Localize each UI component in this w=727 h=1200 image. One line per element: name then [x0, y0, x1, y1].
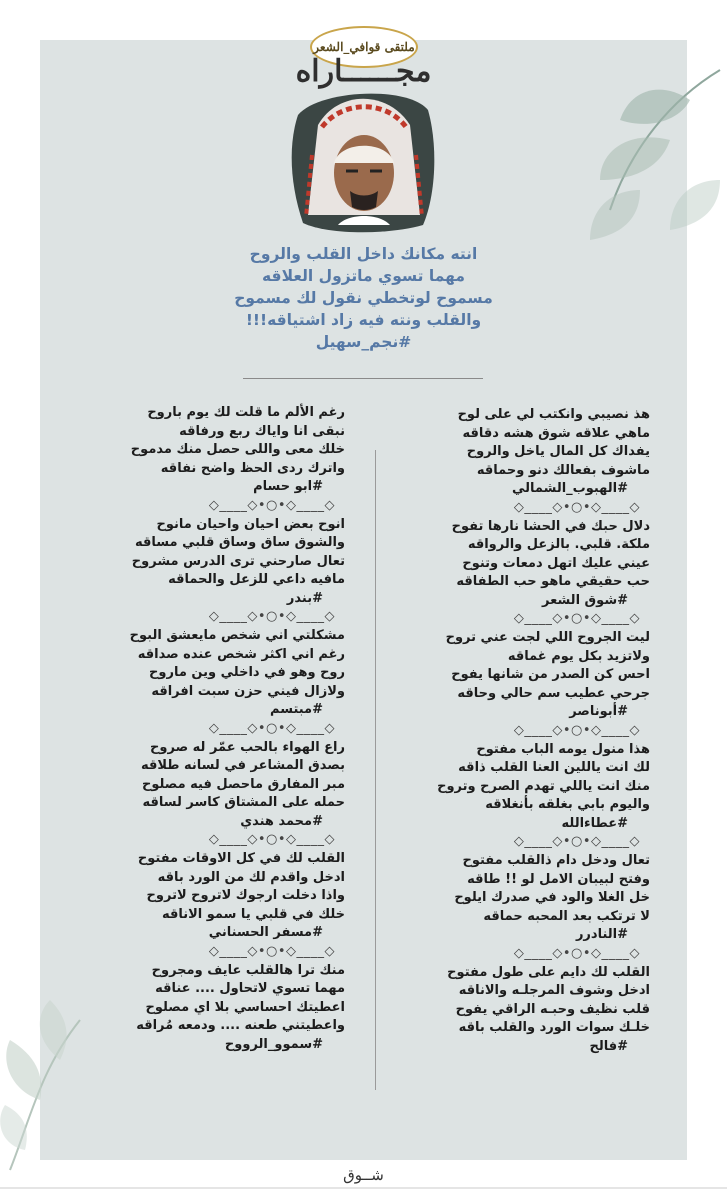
ornament-divider: ◇____◇•○•◇____◇ — [208, 497, 335, 513]
verse-author: #فالح — [589, 1038, 628, 1054]
ornament-divider: ◇____◇•○•◇____◇ — [208, 832, 335, 847]
verse-block — [395, 406, 650, 518]
verse-line: روح وهو في داخلي وين ماروح — [149, 665, 345, 680]
verse-line: مهما تسوي لاتحاول .... عناقه — [155, 981, 345, 996]
verse-block — [70, 404, 345, 516]
verse-block — [395, 852, 650, 964]
ornament-divider: ◇____◇•○•◇____◇ — [513, 499, 640, 515]
verse-line: ماشوف بفعالك دنو وحماقه — [476, 462, 650, 478]
verse-line: ادخل وشوف المرجلـه والاناقه — [458, 983, 650, 998]
ornament-divider: ◇____◇•○•◇____◇ — [208, 609, 335, 624]
verse-line: واذا دخلت ارجوك لاتروح لاتروح — [146, 888, 345, 903]
verse-line: القلب لك في كل الاوقات مفتوح — [137, 851, 345, 866]
verse-line: مافيه داعي للزعل والحماقه — [168, 572, 345, 587]
verse-line: ماهي علاقه شوق هشه دقاقه — [462, 425, 650, 441]
verse-line: ملكة. قلبي. بالزعل والرواقه — [467, 537, 650, 552]
verse-line: خلك معى واللى حصل منك مدموح — [130, 442, 345, 457]
verse-line: منك ترا هالقلب عايف ومجروح — [151, 962, 345, 978]
verse-line: هذا منول يومه الباب مفتوح — [476, 741, 650, 757]
section-divider — [243, 378, 483, 379]
verse-block — [70, 739, 345, 851]
verse-line: اعطيتك احساسي بلا اي مصلوح — [145, 999, 345, 1015]
verse-author: #ابو حسام — [253, 479, 323, 494]
verse-author: #عطاءالله — [561, 815, 628, 831]
verse-author: #مبتسم — [270, 702, 323, 717]
intro-verse — [180, 243, 547, 353]
poet-portrait — [288, 85, 438, 235]
verse-block — [70, 516, 345, 628]
verse-line: راع الهواء بالحب عمّر له صروح — [150, 739, 345, 755]
verse-author: #مسفر الحسناني — [208, 925, 323, 940]
verse-author: #سموو_الرووح — [224, 1036, 323, 1052]
verse-line: لك انت ياللين العنا القلب ذاقه — [458, 760, 650, 775]
verse-line: يفداك كل المال ياخل والروح — [466, 444, 650, 459]
verse-line: حمله على المشتاق كاسر لساقه — [142, 795, 345, 810]
verse-line: انوح بعض احيان واحيان مانوح — [156, 516, 345, 532]
right-column — [395, 406, 650, 1056]
ornament-divider: ◇____◇•○•◇____◇ — [513, 945, 640, 961]
verse-author: #النادرر — [575, 927, 628, 942]
verse-line: عيني عليك اتهل دمعات وتنوح — [462, 555, 650, 571]
verse-line: خلك في قلبي يا سمو الاناقه — [161, 906, 345, 922]
verse-line: تعال صارحني ترى الدرس مشروح — [131, 553, 345, 569]
verse-line: حب حقيقي ماهو حب الطفاقه — [456, 574, 650, 589]
verse-line: بصدق المشاعر في لسانه طلاقه — [141, 758, 345, 773]
verse-line: ادخل واقدم لك من الورد باقه — [157, 869, 345, 885]
verse-line: خلـك سوات الورد والقلب باقه — [458, 1020, 650, 1035]
verse-line: والشوق ساق وساق قلبي مساقه — [134, 535, 345, 550]
verse-line: لا ترتكب بعد المحبه حماقه — [483, 908, 650, 924]
intro-line: مسموح لوتخطي نقول لك مسموح — [234, 289, 493, 307]
verse-line: واعطيتني طعنه .... ودمعه مُراقه — [136, 1018, 345, 1033]
verse-line: ولازال فيني حزن سبت افراقه — [151, 683, 345, 699]
verse-line: مشكلتي اني شخص مايعشق البوح — [129, 628, 345, 643]
intro-line: والقلب ونته فيه زاد اشتياقه!!! — [245, 311, 482, 329]
verse-block — [395, 629, 650, 741]
verse-line: رغم الألم ما قلت لك يوم باروح — [147, 405, 345, 420]
verse-line: رغم اني اكثر شخص عنده صداقه — [137, 646, 345, 662]
verse-line: هذ نصيبي وانكتب لي على لوح — [457, 407, 650, 422]
verse-author: #بندر — [286, 590, 323, 606]
verse-block — [395, 518, 650, 630]
verse-line: تعال ودخل دام ذالقلب مفتوح — [462, 853, 650, 868]
verse-line: دلال حبك في الحشا نارها تفوح — [451, 518, 650, 534]
verse-line: القلب لك دايم على طول مفتوح — [447, 964, 650, 980]
ornament-divider: ◇____◇•○•◇____◇ — [513, 611, 640, 626]
verse-line: مبر المفارق ماحصل فيه مصلوح — [141, 776, 345, 792]
verse-author: #الهبوب_الشمالي — [511, 481, 628, 496]
intro-line: انته مكانك داخل القلب والروح — [249, 245, 478, 263]
verse-line: نبقى انا واياك ربع ورفاقه — [179, 423, 345, 439]
verse-line: وفتح لبيبان الامل لو !! طاقه — [467, 871, 650, 887]
verse-line: ولاتزيد بكل يوم غماقه — [507, 648, 650, 664]
verse-line: واترك ردى الحظ واضح نفاقه — [160, 460, 345, 476]
intro-author: #نجم_سهيل — [315, 333, 412, 351]
verse-block — [70, 850, 345, 962]
left-column — [70, 404, 345, 1054]
verse-line: ليت الجروح اللي لجت عني تروح — [445, 630, 650, 645]
verse-line: واليوم بابي بغلقه بأنغلاقه — [485, 797, 650, 812]
ornament-divider: ◇____◇•○•◇____◇ — [208, 720, 335, 736]
ornament-divider: ◇____◇•○•◇____◇ — [513, 834, 640, 849]
verse-line: جرحي عطيب سم حالي وحاقه — [457, 685, 650, 701]
column-divider — [375, 450, 376, 1090]
verse-line: احس كن الصدر من شانها يفوح — [451, 667, 650, 682]
verse-block — [395, 964, 650, 1057]
ornament-divider: ◇____◇•○•◇____◇ — [513, 722, 640, 738]
verse-line: قلب نظيف وحبـه الراقي يفوح — [455, 1001, 650, 1017]
verse-block — [395, 741, 650, 853]
verse-block — [70, 627, 345, 739]
verse-author: #أبوناصر — [569, 704, 628, 719]
ornament-divider: ◇____◇•○•◇____◇ — [208, 943, 335, 959]
verse-author: #شوق الشعر — [542, 592, 628, 608]
footer-line — [0, 1187, 727, 1189]
logo-text: ملتقى قوافي_الشعر — [313, 40, 415, 54]
intro-line: مهما تسوي ماتزول العلاقه — [262, 267, 465, 285]
verse-line: منك انت ياللي تهدم الصرح وتروح — [437, 778, 650, 794]
leaf-decoration-top-right — [520, 60, 727, 280]
verse-block — [70, 962, 345, 1055]
verse-line: خل الغلا والود في صدرك ايلوح — [454, 890, 650, 905]
verse-author: #محمد هندي — [240, 813, 323, 829]
page-title: مجــــــاراه — [295, 54, 432, 89]
footer-signature: شــوق — [343, 1166, 384, 1184]
